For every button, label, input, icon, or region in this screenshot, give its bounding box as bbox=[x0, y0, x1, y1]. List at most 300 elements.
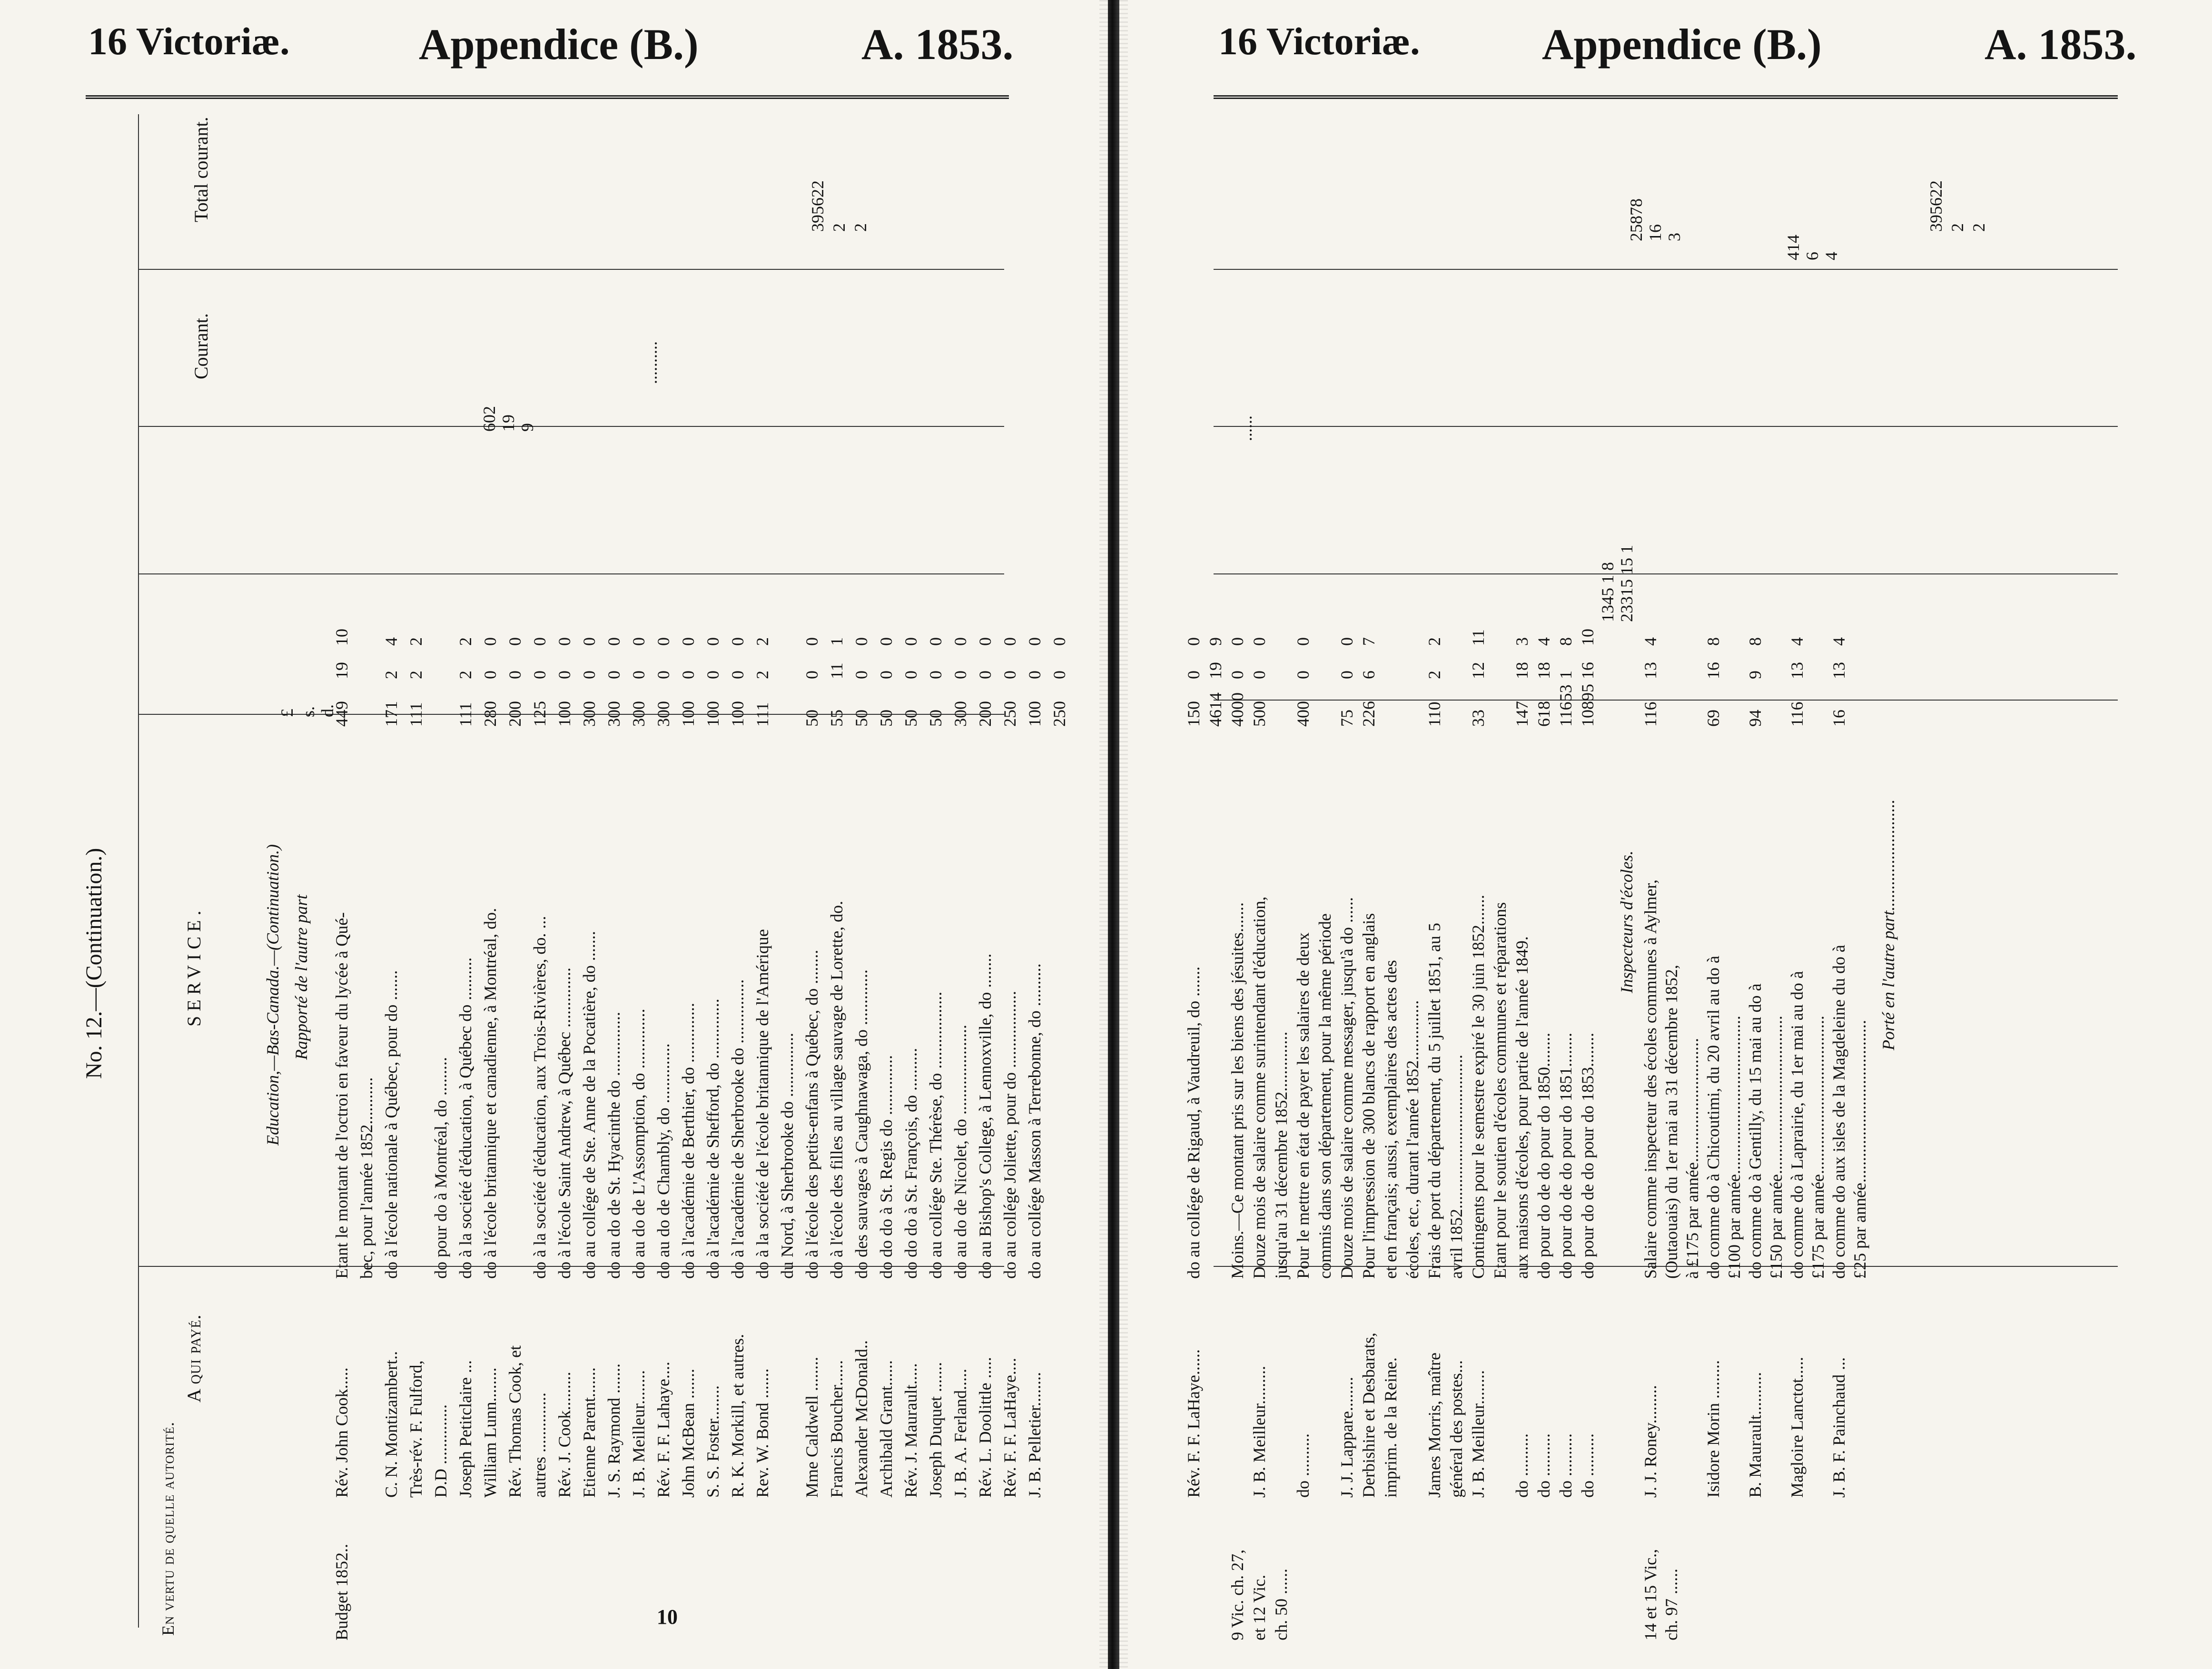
payee-cell: Rév. F. F. LaHaye.... bbox=[1000, 1358, 1019, 1498]
payee-cell: Derbishire et Desbarats, bbox=[1359, 1333, 1378, 1498]
payee-cell: Rév. L. Doolittle ..... bbox=[976, 1357, 995, 1498]
l-cell: 69 bbox=[1704, 710, 1723, 727]
shilling-cell: 0 bbox=[976, 671, 995, 679]
grand-total-s: 16 bbox=[1646, 224, 1665, 241]
service-cell: do au Bishop's College, à Lennoxville, do ........ bbox=[976, 953, 995, 1279]
right-row bbox=[1185, 0, 1202, 1669]
payee-cell: do .......... bbox=[1512, 1433, 1531, 1498]
pence-cell: 10 bbox=[332, 629, 351, 646]
shilling-cell: 0 bbox=[580, 671, 599, 679]
col-courant-header: Courant. bbox=[190, 313, 212, 379]
pound-cell: 171 bbox=[382, 701, 401, 727]
pound-cell: 250 bbox=[1050, 701, 1069, 727]
shilling-cell: 0 bbox=[852, 671, 871, 679]
service-cell: do au do de Chambly, do .............. bbox=[654, 1043, 673, 1279]
pence-cell: 0 bbox=[530, 637, 549, 646]
payee-cell: J. B. Meilleur......... bbox=[1250, 1366, 1269, 1498]
pence-cell: 0 bbox=[951, 637, 970, 646]
pence-cell: 10 bbox=[1578, 629, 1597, 646]
lsd-pence-label: d. bbox=[318, 704, 337, 717]
pound-cell: 300 bbox=[604, 701, 623, 727]
right-session-header: 16 Victoriæ. bbox=[1218, 20, 1420, 63]
service-cell: écoles, etc., durant l'année 1852.............. bbox=[1403, 1000, 1422, 1279]
pence-cell: 0 bbox=[604, 637, 623, 646]
payee-cell: Joseph Petitclaire ... bbox=[456, 1360, 475, 1498]
payee-cell: Archibald Grant...... bbox=[877, 1360, 896, 1498]
courant-dots: .......... bbox=[642, 341, 661, 384]
right-row bbox=[1251, 0, 1268, 1669]
left-row bbox=[754, 0, 771, 1669]
payee-cell: do .......... bbox=[1578, 1433, 1597, 1498]
right-rotated-table bbox=[1118, 0, 2212, 1669]
left-row bbox=[655, 0, 672, 1669]
service-cell: Douze mois de salaire comme messager, jusqu'à do ...... bbox=[1337, 897, 1356, 1279]
right-row bbox=[1229, 0, 1246, 1669]
service-cell: do au collége de Ste. Anne de la Pocatière, do ....... bbox=[580, 931, 599, 1279]
payee-cell: autres .............. bbox=[530, 1392, 549, 1498]
pound-cell: 500 bbox=[1250, 701, 1269, 727]
pence-cell: 7 bbox=[1359, 637, 1378, 646]
col-service-header: SERVICE. bbox=[183, 906, 205, 1027]
pound-cell: 55 bbox=[827, 710, 846, 727]
payee-cell: S. S. Foster........ bbox=[703, 1385, 722, 1498]
service-cell: £25 par année...................................... bbox=[1850, 1020, 1869, 1279]
shilling-cell: 0 bbox=[1294, 671, 1313, 679]
total-amount-d: 2 bbox=[851, 223, 870, 232]
service-cell: do au collége de Rigaud, à Vaudreuil, do ....... bbox=[1184, 966, 1203, 1279]
shilling-cell: 2 bbox=[753, 671, 772, 679]
pound-cell: 100 bbox=[703, 701, 722, 727]
pound-cell: 75 bbox=[1337, 710, 1356, 727]
right-row bbox=[1535, 0, 1552, 1669]
right-row bbox=[1557, 0, 1574, 1669]
left-row bbox=[680, 0, 697, 1669]
service-cell: do au do de L'Assomption, do .............. bbox=[629, 1008, 648, 1279]
inspector-row bbox=[1705, 0, 1722, 1669]
col-payee-header: A qui payé. bbox=[183, 1314, 205, 1402]
shilling-cell: 19 bbox=[1206, 662, 1225, 679]
l-cell: 16 bbox=[1829, 710, 1848, 727]
pound-cell: 300 bbox=[654, 701, 673, 727]
service-cell: à £175 par année............................. bbox=[1683, 1038, 1702, 1279]
left-row bbox=[853, 0, 870, 1669]
shilling-cell: 0 bbox=[629, 671, 648, 679]
pence-cell: 11 bbox=[1469, 629, 1488, 646]
left-row bbox=[605, 0, 622, 1669]
inspectors-total-l: 414 bbox=[1784, 235, 1803, 260]
service-cell: avril 1852.................................... bbox=[1447, 1055, 1466, 1279]
right-row bbox=[1491, 0, 1509, 1669]
s-cell: 9 bbox=[1746, 671, 1765, 679]
pound-cell: 300 bbox=[629, 701, 648, 727]
inspectors-total-d: 4 bbox=[1822, 252, 1841, 260]
pound-cell: 100 bbox=[679, 701, 698, 727]
pence-cell: 0 bbox=[580, 637, 599, 646]
service-cell: do au do de St. Hyacinthe do ............... bbox=[604, 1012, 623, 1279]
payee-cell: Rév. John Cook..... bbox=[332, 1367, 351, 1498]
shilling-cell: 0 bbox=[901, 671, 920, 679]
pence-cell: 0 bbox=[1050, 637, 1069, 646]
s-cell: 16 bbox=[1704, 662, 1723, 679]
service-cell: do à l'école britannique et canadienne, à Montréal, do. bbox=[481, 908, 500, 1279]
service-cell: do pour do de do pour do 1850........ bbox=[1534, 1033, 1553, 1279]
pence-cell: 0 bbox=[555, 637, 574, 646]
payee-cell: B. Maurault.......... bbox=[1746, 1372, 1765, 1498]
shilling-cell: 16 bbox=[1578, 662, 1597, 679]
authority-cell: 14 et 15 Vic., bbox=[1641, 1549, 1660, 1640]
pence-cell: 1 bbox=[827, 637, 846, 646]
left-row bbox=[457, 0, 474, 1669]
service-cell: do pour do à Montréal, do ......... bbox=[431, 1057, 450, 1279]
payee-cell: Rév. J. Maurault..... bbox=[901, 1363, 920, 1498]
inspector-row bbox=[1809, 0, 1827, 1669]
right-courant-dots: ...... bbox=[1236, 415, 1255, 441]
payee-cell: D.D .............. bbox=[431, 1404, 450, 1498]
inspector-row bbox=[1768, 0, 1785, 1669]
pence-cell: 0 bbox=[1337, 637, 1356, 646]
shilling-cell: 0 bbox=[1250, 671, 1269, 679]
pound-cell: 10895 bbox=[1578, 684, 1597, 727]
shilling-cell: 1 bbox=[1556, 671, 1575, 679]
section-title: Education,—Bas-Canada.—(Continuation.) bbox=[263, 844, 282, 1146]
shilling-cell: 11 bbox=[827, 662, 846, 679]
payee-cell: J. S. Raymond ....... bbox=[604, 1363, 623, 1498]
authority-cell: et 12 Vic. bbox=[1250, 1574, 1269, 1640]
left-row bbox=[1051, 0, 1068, 1669]
shilling-cell: 2 bbox=[406, 671, 425, 679]
shilling-cell: 0 bbox=[703, 671, 722, 679]
right-row bbox=[1294, 0, 1312, 1669]
pence-cell: 0 bbox=[926, 637, 945, 646]
inspector-row bbox=[1851, 0, 1868, 1669]
shilling-cell: 0 bbox=[1050, 671, 1069, 679]
right-row bbox=[1360, 0, 1377, 1669]
service-cell: Pour le mettre en état de payer les salaires de deux bbox=[1294, 932, 1313, 1279]
shilling-cell: 2 bbox=[382, 671, 401, 679]
pound-cell: 300 bbox=[951, 701, 970, 727]
service-cell: do au collége Masson à Terrebonne, do .......... bbox=[1025, 963, 1044, 1279]
shilling-cell: 12 bbox=[1469, 662, 1488, 679]
shilling-cell: 0 bbox=[604, 671, 623, 679]
service-cell: do comme do à Laprairie, du 1er mai au do à bbox=[1787, 971, 1807, 1279]
pence-cell: 0 bbox=[654, 637, 673, 646]
pence-cell: 2 bbox=[1425, 637, 1444, 646]
grand-total-l: 25878 bbox=[1627, 198, 1646, 241]
inspector-row bbox=[1684, 0, 1701, 1669]
shilling-cell: 0 bbox=[1228, 671, 1247, 679]
pence-cell: 9 bbox=[1206, 637, 1225, 646]
pound-cell: 150 bbox=[1184, 701, 1203, 727]
payee-cell: J. J. Roney......... bbox=[1641, 1385, 1660, 1498]
shilling-cell: 0 bbox=[926, 671, 945, 679]
pence-cell: 4 bbox=[382, 637, 401, 646]
service-cell: bec, pour l'année 1852........... bbox=[357, 1077, 376, 1279]
service-cell: do à l'école Saint Andrew, à Québec .............. bbox=[555, 968, 574, 1279]
pound-cell: 400 bbox=[1294, 701, 1313, 727]
right-total-l: 395622 bbox=[1926, 180, 1945, 232]
pound-cell: 100 bbox=[728, 701, 747, 727]
left-row bbox=[432, 0, 449, 1669]
left-row bbox=[902, 0, 919, 1669]
payee-cell: Joseph Duquet ....... bbox=[926, 1362, 945, 1498]
service-cell: Etant le montant de l'octroi en faveur du lycée à Qué- bbox=[332, 912, 351, 1279]
right-row bbox=[1316, 0, 1333, 1669]
payee-cell: Rév. F. F. Lahaye.... bbox=[654, 1362, 673, 1498]
left-row bbox=[1001, 0, 1018, 1669]
pound-cell: 147 bbox=[1512, 701, 1531, 727]
col-authority-header: En vertu de quelle autorité. bbox=[158, 1422, 178, 1636]
payee-cell: Très-rév. F. Fulford, bbox=[406, 1360, 425, 1498]
shilling-cell: 0 bbox=[951, 671, 970, 679]
grand-total-d: 3 bbox=[1665, 233, 1684, 241]
pence-cell: 0 bbox=[852, 637, 871, 646]
service-cell: do comme do à Chicoutimi, du 20 avril au do à bbox=[1704, 956, 1723, 1279]
pence-cell: 0 bbox=[1294, 637, 1313, 646]
inspector-row bbox=[1830, 0, 1847, 1669]
left-session-header: 16 Victoriæ. bbox=[88, 20, 290, 63]
right-row bbox=[1404, 0, 1421, 1669]
inspectors-title: Inspecteurs d'écoles. bbox=[1617, 850, 1636, 993]
payee-cell: J. B. Meilleur........ bbox=[1469, 1370, 1488, 1498]
service-cell: do à la société d'éducation, à Québec do .......... bbox=[456, 957, 475, 1279]
service-cell: do des sauvages à Caughnawaga, do ............. bbox=[852, 969, 871, 1279]
payee-cell: Francis Boucher...... bbox=[827, 1360, 846, 1498]
carried-amount-s: 19 bbox=[499, 415, 518, 432]
right-page bbox=[1118, 0, 2212, 1669]
left-row bbox=[482, 0, 499, 1669]
left-row bbox=[630, 0, 647, 1669]
s-cell: 13 bbox=[1829, 662, 1848, 679]
pence-cell: 0 bbox=[1250, 637, 1269, 646]
right-year-header: A. 1853. bbox=[1985, 20, 2137, 69]
pound-cell: 50 bbox=[802, 710, 821, 727]
service-cell: do pour do de do pour do 1853........ bbox=[1578, 1033, 1597, 1279]
book-gutter bbox=[1108, 0, 1119, 1669]
left-row bbox=[581, 0, 598, 1669]
pence-cell: 8 bbox=[1556, 637, 1575, 646]
l-cell: 94 bbox=[1746, 710, 1765, 727]
pence-cell: 0 bbox=[802, 637, 821, 646]
pound-cell: 4000 bbox=[1228, 692, 1247, 727]
service-cell: do à la société d'éducation, aux Trois-Rivières, do. ... bbox=[530, 916, 549, 1279]
pence-cell: 0 bbox=[976, 637, 995, 646]
payee-cell: Isidore Morin ......... bbox=[1704, 1360, 1723, 1498]
left-row bbox=[977, 0, 994, 1669]
total-amount-s: 2 bbox=[830, 223, 849, 232]
pound-cell: 250 bbox=[1000, 701, 1019, 727]
left-row bbox=[407, 0, 425, 1669]
pence-cell: 0 bbox=[877, 637, 896, 646]
pence-cell: 0 bbox=[679, 637, 698, 646]
shilling-cell: 0 bbox=[654, 671, 673, 679]
pound-cell: 100 bbox=[1025, 701, 1044, 727]
payee-cell: Magloire Lanctot..... bbox=[1787, 1357, 1807, 1498]
service-cell: £100 par année..................................... bbox=[1725, 1016, 1744, 1279]
service-cell: do comme do à Gentilly, du 15 mai au do à bbox=[1746, 983, 1765, 1279]
payee-cell: John McBean ....... bbox=[679, 1369, 698, 1498]
shilling-cell: 0 bbox=[530, 671, 549, 679]
shilling-cell: 0 bbox=[1337, 671, 1356, 679]
service-cell: do à l'école des petits-enfans à Québec, do ........ bbox=[802, 949, 821, 1279]
pence-cell: 0 bbox=[1000, 637, 1019, 646]
l-cell: 116 bbox=[1641, 701, 1660, 727]
service-cell: aux maisons d'écoles, pour partie de l'année 1849. bbox=[1512, 936, 1531, 1279]
pound-cell: 111 bbox=[406, 702, 425, 727]
authority-cell: 9 Vic. ch. 27, bbox=[1228, 1549, 1247, 1640]
shilling-cell: 2 bbox=[456, 671, 475, 679]
right-row bbox=[1579, 0, 1596, 1669]
shilling-cell: 0 bbox=[481, 671, 500, 679]
service-cell: do do do à St. Regis do .............. bbox=[877, 1055, 896, 1279]
left-row bbox=[333, 0, 350, 1669]
left-row bbox=[828, 0, 845, 1669]
service-cell: £150 par année..................................... bbox=[1767, 1016, 1786, 1279]
pound-cell: 125 bbox=[530, 701, 549, 727]
service-cell: (Outaouais) du 1er mai au 31 décembre 1852, bbox=[1662, 965, 1681, 1279]
authority-cell: ch. 97 ...... bbox=[1662, 1569, 1681, 1640]
inspectors-total-s: 6 bbox=[1803, 252, 1822, 260]
service-cell: Frais de port du département, du 5 juillet 1851, au 5 bbox=[1425, 923, 1444, 1279]
shilling-cell: 18 bbox=[1512, 662, 1531, 679]
service-cell: Moins.—Ce montant pris sur les biens des jésuites....... bbox=[1228, 902, 1247, 1279]
service-cell: commis dans son département, pour la même période bbox=[1315, 913, 1334, 1279]
pound-cell: 226 bbox=[1359, 701, 1378, 727]
shilling-cell: 0 bbox=[802, 671, 821, 679]
pound-cell: 200 bbox=[976, 701, 995, 727]
left-row bbox=[878, 0, 895, 1669]
col-total-header: Total courant. bbox=[190, 117, 212, 222]
shilling-cell: 0 bbox=[1184, 671, 1203, 679]
pence-cell: 0 bbox=[505, 637, 524, 646]
left-row bbox=[729, 0, 746, 1669]
right-row bbox=[1448, 0, 1465, 1669]
left-row bbox=[779, 0, 796, 1669]
l-cell: 116 bbox=[1787, 701, 1807, 727]
pence-cell: 0 bbox=[1228, 637, 1247, 646]
service-cell: Pour l'impression de 300 blancs de rapport en anglais bbox=[1359, 913, 1378, 1279]
pound-cell: 50 bbox=[901, 710, 920, 727]
payee-cell: Mme Caldwell ........ bbox=[802, 1357, 821, 1498]
service-cell: do au collége Joliette, pour do .................. bbox=[1000, 991, 1019, 1279]
shilling-cell: 0 bbox=[728, 671, 747, 679]
shilling-cell: 6 bbox=[1359, 671, 1378, 679]
pound-cell: 4614 bbox=[1206, 692, 1225, 727]
shilling-cell: 19 bbox=[332, 662, 351, 679]
pound-cell: 11653 bbox=[1556, 684, 1575, 727]
right-row bbox=[1382, 0, 1399, 1669]
service-cell: do do do à St. François, do .......... bbox=[901, 1048, 920, 1279]
left-row bbox=[952, 0, 969, 1669]
s-cell: 13 bbox=[1787, 662, 1807, 679]
pence-cell: 2 bbox=[753, 637, 772, 646]
service-cell: et en français; aussi, exemplaires des actes des bbox=[1381, 960, 1400, 1279]
pound-cell: 200 bbox=[505, 701, 524, 727]
shilling-cell: 0 bbox=[555, 671, 574, 679]
payee-cell: do .......... bbox=[1556, 1433, 1575, 1498]
d-cell: 4 bbox=[1787, 637, 1807, 646]
pound-cell: 280 bbox=[481, 701, 500, 727]
pence-cell: 2 bbox=[406, 637, 425, 646]
pound-cell: 111 bbox=[456, 702, 475, 727]
pound-cell: 50 bbox=[926, 710, 945, 727]
table-title: No. 12.—(Continuation.) bbox=[81, 848, 107, 1079]
pence-cell: 0 bbox=[901, 637, 920, 646]
subtotal-1: 1345 1 8 bbox=[1598, 562, 1617, 622]
payee-cell: J. B. A. Ferland..... bbox=[951, 1368, 970, 1498]
left-row bbox=[358, 0, 375, 1669]
shilling-cell: 0 bbox=[679, 671, 698, 679]
service-cell: Douze mois de salaire comme surintendant d'éducation, bbox=[1250, 896, 1269, 1279]
pound-cell: 100 bbox=[555, 701, 574, 727]
service-cell: do à l'académie de Sherbrooke do ............... bbox=[728, 979, 747, 1279]
shilling-cell: 2 bbox=[1425, 671, 1444, 679]
authority-cell: ch. 50 ...... bbox=[1272, 1569, 1291, 1640]
shilling-cell: 0 bbox=[1025, 671, 1044, 679]
service-cell: do à l'école nationale à Québec, pour do ....... bbox=[382, 970, 401, 1279]
payee-cell: Rev. W. Bond ....... bbox=[753, 1368, 772, 1498]
left-row bbox=[704, 0, 721, 1669]
pence-cell: 0 bbox=[728, 637, 747, 646]
left-row bbox=[803, 0, 820, 1669]
pence-cell: 3 bbox=[1512, 637, 1531, 646]
left-row bbox=[927, 0, 944, 1669]
payee-cell: général des postes... bbox=[1447, 1360, 1466, 1498]
service-cell: Etant pour le soutien d'écoles communes et réparations bbox=[1491, 902, 1510, 1279]
service-cell: do pour do de do pour do 1851........ bbox=[1556, 1033, 1575, 1279]
service-cell: jusqu'au 31 décembre 1852.............. bbox=[1272, 1031, 1291, 1279]
pound-cell: 618 bbox=[1534, 701, 1553, 727]
carried-out-label: Porté en l'autre part.......................... bbox=[1879, 799, 1898, 1050]
payee-cell: Alexander McDonald.. bbox=[852, 1340, 871, 1498]
service-cell: do à l'école des filles au village sauvage de Lorette, do. bbox=[827, 900, 846, 1279]
lsd-shilling-label: s. bbox=[299, 706, 318, 717]
lsd-pound-label: £ bbox=[277, 709, 296, 717]
shilling-cell: 0 bbox=[1000, 671, 1019, 679]
left-row bbox=[556, 0, 573, 1669]
service-cell: do au do de Nicolet, do ..................... bbox=[951, 1025, 970, 1279]
payee-cell: do .......... bbox=[1294, 1433, 1313, 1498]
inspector-row bbox=[1726, 0, 1743, 1669]
payee-cell: Rév. Thomas Cook, et bbox=[505, 1345, 524, 1498]
pence-cell: 0 bbox=[1184, 637, 1203, 646]
subtotal-2: 23315 15 1 bbox=[1617, 545, 1636, 622]
d-cell: 4 bbox=[1829, 637, 1848, 646]
service-cell: do au collége Ste. Thérèse, do .................. bbox=[926, 991, 945, 1279]
pound-cell: 300 bbox=[580, 701, 599, 727]
s-cell: 13 bbox=[1641, 662, 1660, 679]
payee-cell: C. N. Montizambert.. bbox=[382, 1351, 401, 1498]
pence-cell: 0 bbox=[629, 637, 648, 646]
carried-label: Rapporté de l'autre part bbox=[292, 894, 311, 1060]
service-cell: £175 par année..................................... bbox=[1808, 1016, 1827, 1279]
payee-cell: J. B. Meilleur........ bbox=[629, 1370, 648, 1498]
inspector-row bbox=[1747, 0, 1764, 1669]
pence-cell: 2 bbox=[456, 637, 475, 646]
payee-cell: J. B. F. Painchaud ... bbox=[1829, 1357, 1848, 1498]
service-cell: do à l'académie de Berthier, do .............. bbox=[679, 1003, 698, 1279]
service-cell: do comme do aux isles de la Magdeleine du do à bbox=[1829, 945, 1848, 1279]
right-total-d: 2 bbox=[1969, 223, 1988, 232]
right-row bbox=[1207, 0, 1224, 1669]
carried-amount-l: 602 bbox=[480, 406, 499, 432]
left-row bbox=[506, 0, 523, 1669]
left-row bbox=[383, 0, 400, 1669]
total-amount-l: 395622 bbox=[808, 180, 827, 232]
right-row bbox=[1470, 0, 1487, 1669]
service-cell: do à la société de l'école britannique de l'Amérique bbox=[753, 929, 772, 1279]
right-total-s: 2 bbox=[1948, 223, 1967, 232]
payee-cell: do .......... bbox=[1534, 1433, 1553, 1498]
